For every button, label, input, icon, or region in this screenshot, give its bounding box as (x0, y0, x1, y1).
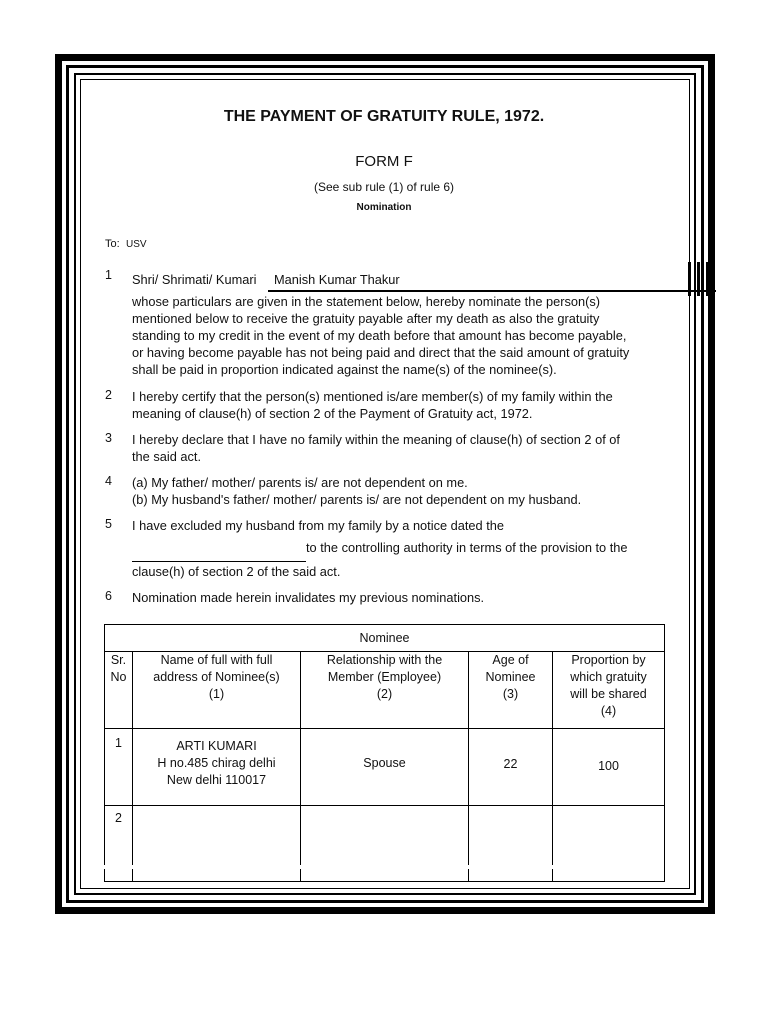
item-line: I have excluded my husband from my family by a notice dated the (132, 518, 505, 533)
item-line: I hereby certify that the person(s) mentioned is/are member(s) of my family within the (132, 389, 613, 404)
item-line: or having become payable has not being paid and direct that the said amount of gratuity (132, 345, 630, 360)
item-number: 4 (105, 474, 112, 488)
item-line: meaning of clause(h) of section 2 of the Payment of Gratuity act, 1972. (132, 406, 533, 421)
item-number: 3 (105, 431, 112, 445)
table-row (105, 729, 665, 806)
item-number: 5 (105, 517, 112, 531)
form-name: FORM F (355, 153, 413, 170)
nominee-table-caption: Nominee (105, 625, 665, 652)
item-line: clause(h) of section 2 of the said act. (132, 564, 341, 579)
item-number: 2 (105, 388, 112, 402)
item-line: the said act. (132, 449, 202, 464)
item-line: to the controlling authority in terms of the provision to the (306, 540, 628, 555)
employee-prefix: Shri/ Shrimati/ Kumari (132, 272, 257, 287)
notice-date-blank (132, 561, 306, 562)
item-number: 1 (105, 268, 112, 282)
item-number: 6 (105, 589, 112, 603)
sr-no-cell: 1 (105, 729, 133, 806)
item-line: mentioned below to receive the gratuity payable after my death as also the gratuity (132, 311, 600, 326)
relationship-cell: Spouse (301, 729, 469, 806)
column-header-sr-no: Sr. No (105, 652, 133, 729)
name-underline (268, 290, 716, 292)
item-line: whose particulars are given in the statement below, hereby nominate the person(s) (132, 294, 601, 309)
table-cutoff (104, 865, 664, 869)
item-line: shall be paid in proportion indicated against the name(s) of the nominee(s). (132, 362, 557, 377)
sub-rule-reference: (See sub rule (1) of rule 6) (313, 180, 455, 194)
relationship-cell (301, 806, 469, 882)
proportion-cell: 100 (553, 729, 665, 806)
item-line: Nomination made herein invalidates my previous nominations. (132, 590, 485, 605)
nomination-heading: Nomination (356, 202, 412, 213)
age-cell: 22 (469, 729, 553, 806)
proportion-cell (553, 806, 665, 882)
column-header-name-address: Name of full with full address of Nominee(s) (1) (133, 652, 301, 729)
nominee-name-address-cell: ARTI KUMARI H no.485 chirag delhi New delhi 110017 (133, 729, 301, 806)
to-label: To: (105, 238, 120, 250)
item-line: I hereby declare that I have no family within the meaning of clause(h) of section 2 of of (132, 432, 620, 447)
age-cell (469, 806, 553, 882)
item-line: (b) My husband's father/ mother/ parents is/ are not dependent on my husband. (132, 492, 582, 507)
nominee-name-address-cell (133, 806, 301, 882)
column-header-age: Age of Nominee (3) (469, 652, 553, 729)
column-header-proportion: Proportion by which gratuity will be shared (4) (553, 652, 665, 729)
sr-no-cell: 2 (105, 806, 133, 882)
to-value: USV (126, 239, 147, 250)
employee-name: Manish Kumar Thakur (274, 272, 400, 287)
item-line: standing to my credit in the event of my death before that amount has become payable, (132, 328, 627, 343)
item-line: (a) My father/ mother/ parents is/ are not dependent on me. (132, 475, 468, 490)
column-header-relationship: Relationship with the Member (Employee) (2) (301, 652, 469, 729)
document-title: THE PAYMENT OF GRATUITY RULE, 1972. (223, 108, 545, 125)
table-row (105, 806, 665, 882)
nominee-table (104, 624, 665, 882)
